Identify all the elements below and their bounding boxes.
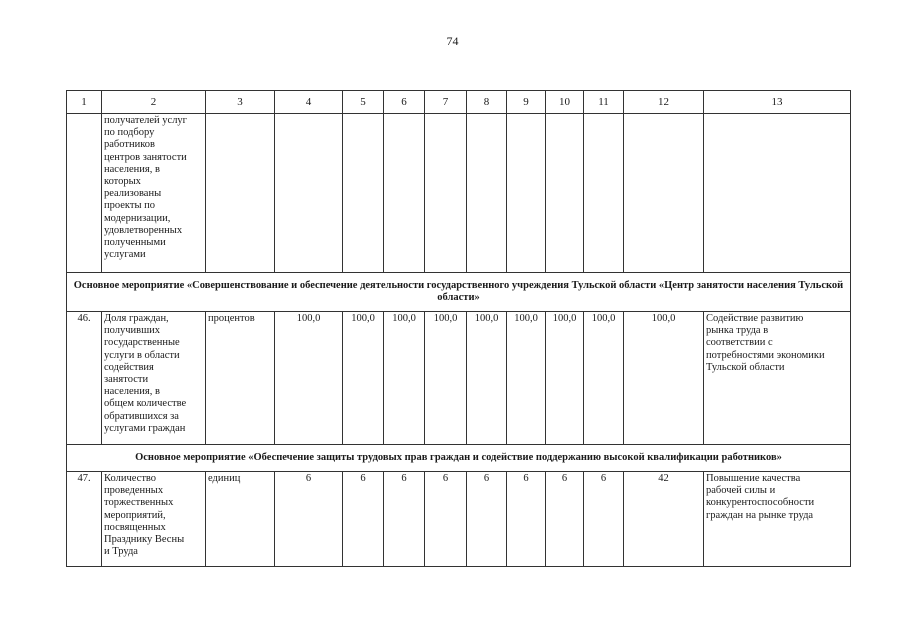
indicator-name: Количество проведенных торжественных мероприятий, посвященных Празднику Весны и Труда <box>102 472 206 567</box>
section-title: Основное мероприятие «Совершенствование и обеспечение деятельности государственного учреждения Тульской области «Центр занятости населения Тульской области» <box>67 273 851 312</box>
value-cell <box>467 114 507 273</box>
indicator-name: Доля граждан, получивших государственные услуги в области содействия занятости населения, в общем количестве обратившихся за услугами граждан <box>102 312 206 445</box>
column-header: 6 <box>384 91 425 114</box>
value-cell <box>624 114 704 273</box>
table-row <box>67 472 851 567</box>
goal-cell: Повышение качества рабочей силы и конкурентоспособности граждан на рынке труда <box>704 472 851 567</box>
value-cell: 6 <box>275 472 343 567</box>
section-row <box>67 445 851 472</box>
value-cell: 6 <box>384 472 425 567</box>
column-header: 11 <box>584 91 624 114</box>
indicator-name: получателей услуг по подбору работников центров занятости населения, в которых реализованы проекты по модернизации, удовлетворенных полученными услугами <box>102 114 206 273</box>
value-cell: 100,0 <box>546 312 584 445</box>
value-cell <box>384 114 425 273</box>
column-header: 8 <box>467 91 507 114</box>
unit-cell: процентов <box>206 312 275 445</box>
value-cell: 6 <box>507 472 546 567</box>
column-header: 12 <box>624 91 704 114</box>
value-cell: 6 <box>343 472 384 567</box>
column-header: 2 <box>102 91 206 114</box>
table-row <box>67 114 851 273</box>
value-cell: 6 <box>584 472 624 567</box>
indicators-table <box>66 90 851 567</box>
column-header: 7 <box>425 91 467 114</box>
goal-cell <box>704 114 851 273</box>
value-cell: 100,0 <box>584 312 624 445</box>
value-cell: 6 <box>546 472 584 567</box>
unit-cell <box>206 114 275 273</box>
value-cell <box>275 114 343 273</box>
value-cell <box>584 114 624 273</box>
value-cell: 100,0 <box>624 312 704 445</box>
column-header: 13 <box>704 91 851 114</box>
section-title: Основное мероприятие «Обеспечение защиты трудовых прав граждан и содействие поддержанию высокой квалификации работников» <box>67 445 851 472</box>
column-header: 4 <box>275 91 343 114</box>
section-row <box>67 273 851 312</box>
row-number: 46. <box>67 312 102 445</box>
page-number: 74 <box>446 34 459 48</box>
column-number-row <box>67 91 851 114</box>
row-number: 47. <box>67 472 102 567</box>
value-cell: 100,0 <box>384 312 425 445</box>
column-header: 10 <box>546 91 584 114</box>
value-cell: 42 <box>624 472 704 567</box>
value-cell <box>425 114 467 273</box>
value-cell <box>546 114 584 273</box>
value-cell <box>507 114 546 273</box>
value-cell: 100,0 <box>343 312 384 445</box>
value-cell: 6 <box>425 472 467 567</box>
value-cell <box>343 114 384 273</box>
value-cell: 100,0 <box>425 312 467 445</box>
column-header: 1 <box>67 91 102 114</box>
value-cell: 100,0 <box>467 312 507 445</box>
row-number-cell <box>67 114 102 273</box>
unit-cell: единиц <box>206 472 275 567</box>
column-header: 9 <box>507 91 546 114</box>
goal-cell: Содействие развитию рынка труда в соответствии с потребностями экономики Тульской области <box>704 312 851 445</box>
column-header: 5 <box>343 91 384 114</box>
column-header: 3 <box>206 91 275 114</box>
value-cell: 6 <box>467 472 507 567</box>
table-row <box>67 312 851 445</box>
value-cell: 100,0 <box>507 312 546 445</box>
value-cell: 100,0 <box>275 312 343 445</box>
